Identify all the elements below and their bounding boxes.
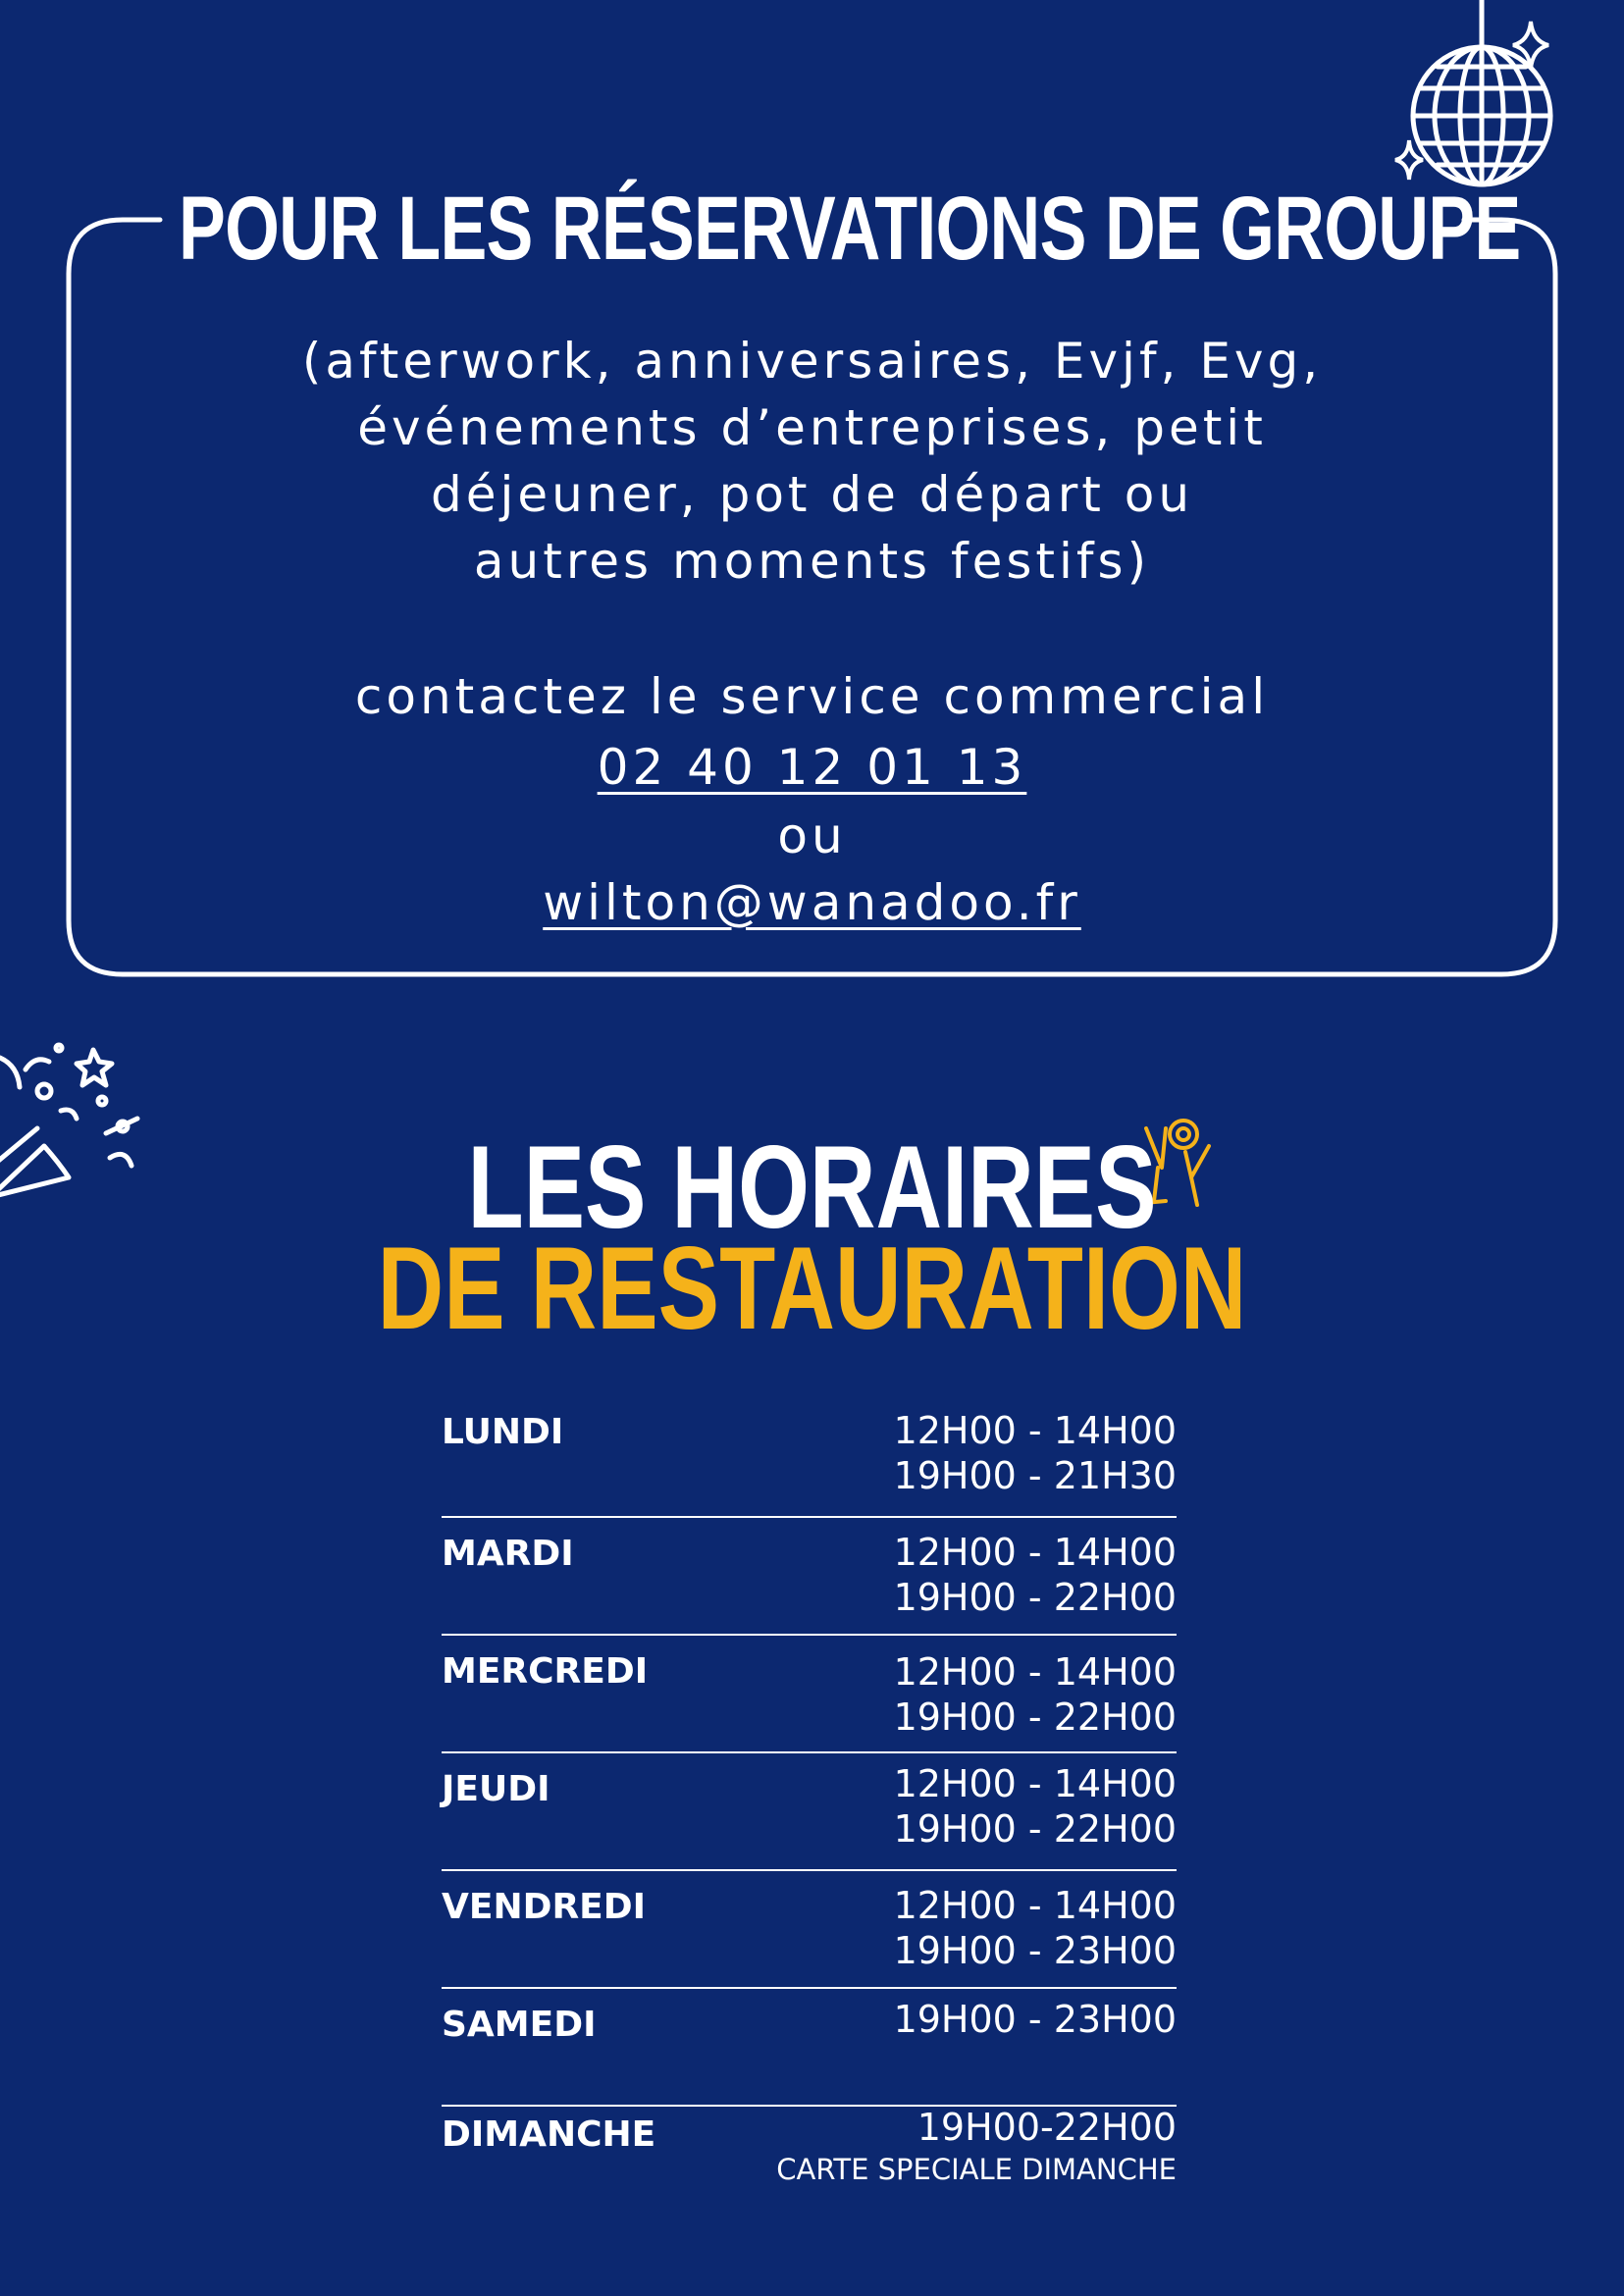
reservation-description-line: événements d’entreprises, petit: [357, 399, 1267, 456]
party-popper-icon: [0, 1011, 147, 1207]
schedule-row-vendredi: [442, 1871, 1177, 1989]
day-label: MARDI: [442, 1534, 574, 1574]
day-label: DIMANCHE: [442, 2114, 656, 2155]
time-range: 19H00 - 23H00: [893, 1929, 1177, 1972]
time-range: 19H00 - 22H00: [893, 1696, 1177, 1739]
reservation-description-line: (afterwork, anniversaires, Evjf, Evg,: [301, 333, 1323, 390]
schedule-row-mardi: [442, 1518, 1177, 1636]
time-range: 12H00 - 14H00: [893, 1650, 1177, 1694]
day-label: VENDREDI: [442, 1887, 647, 1927]
reservation-description-line: autres moments festifs): [473, 533, 1151, 590]
time-range: 19H00-22H00: [917, 2106, 1177, 2149]
or-text: ou: [777, 808, 847, 864]
schedule-row-mercredi: [442, 1636, 1177, 1753]
day-label: LUNDI: [442, 1412, 564, 1452]
schedule-row-lundi: [442, 1398, 1177, 1518]
time-range: 19H00 - 22H00: [893, 1576, 1177, 1619]
reservation-title: POUR LES RÉSERVATIONS DE GROUPE: [179, 179, 1521, 279]
time-range: 12H00 - 14H00: [893, 1531, 1177, 1574]
horaires-title: LES HORAIRES: [467, 1122, 1157, 1253]
time-range: 19H00 - 22H00: [893, 1807, 1177, 1851]
day-label: JEUDI: [442, 1769, 550, 1809]
phone-link[interactable]: 02 40 12 01 13: [597, 739, 1027, 796]
schedule-table: [442, 1398, 1177, 2205]
time-range: 12H00 - 14H00: [893, 1762, 1177, 1805]
day-label: SAMEDI: [442, 2005, 597, 2045]
time-range: 19H00 - 21H30: [893, 1454, 1177, 1497]
horaires-subtitle: DE RESTAURATION: [377, 1223, 1247, 1354]
day-label: MERCREDI: [442, 1651, 649, 1692]
schedule-row-samedi: [442, 1989, 1177, 2105]
schedule-row-jeudi: [442, 1753, 1177, 1871]
time-range: 19H00 - 23H00: [893, 1998, 1177, 2041]
sparkle-icon: [1511, 18, 1560, 75]
email-link[interactable]: wilton@wanadoo.fr: [543, 874, 1081, 931]
schedule-row-dimanche: [442, 2105, 1177, 2205]
sunday-note: CARTE SPECIALE DIMANCHE: [776, 2153, 1177, 2186]
time-range: 12H00 - 14H00: [893, 1409, 1177, 1452]
reservation-description-line: déjeuner, pot de départ ou: [430, 466, 1194, 523]
time-range: 12H00 - 14H00: [893, 1884, 1177, 1927]
contact-line: contactez le service commercial: [354, 668, 1270, 725]
